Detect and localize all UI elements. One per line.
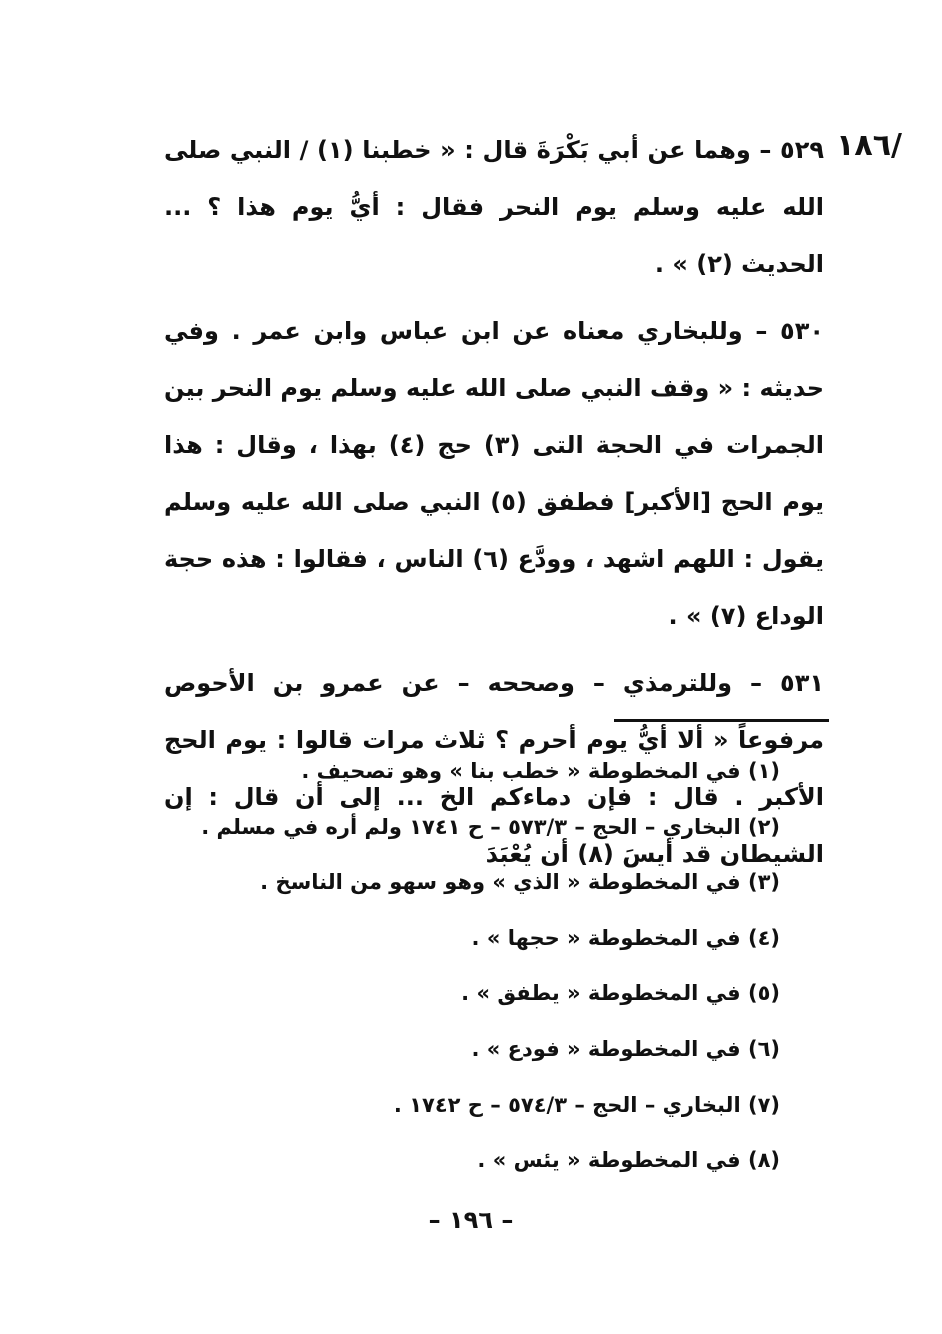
hadith-529: ٥٢٩ – وهما عن أبي بَكْرَةَ قال : « خطبنا (١) / النبي صلى الله عليه وسلم يوم النحر فقال : أيُّ يوم هذا ؟ ... الحديث (٢) » .	[164, 136, 824, 278]
footnote-divider	[614, 719, 829, 722]
footnote-2: (٢) البخاري – الحج – ٥٧٣/٣ – ح ١٧٤١ ولم أره في مسلم .	[201, 814, 780, 839]
footnote-3: (٣) في المخطوطة « الذي » وهو سهو من الناسخ .	[260, 870, 780, 895]
footnote-4: (٤) في المخطوطة « حجها » .	[471, 925, 780, 950]
page-number: – ١٩٦ –	[428, 1206, 514, 1234]
manuscript-folio-marker: /١٨٦	[836, 128, 902, 163]
footnote-6: (٦) في المخطوطة « فودع » .	[471, 1036, 780, 1061]
footnotes	[160, 748, 780, 1193]
hadith-530: ٥٣٠ – وللبخاري معناه عن ابن عباس وابن عمر . وفي حديثه : « وقف النبي صلى الله عليه وسلم يوم النحر بين الجمرات في الحجة التى (٣) حج (٤) بهذا ، وقال : هذا يوم الحج [الأكبر] فطفق (٥) النبي صلى الله عليه وسلم يقول : اللهم اشهد ، وودَّع (٦) الناس ، فقالوا : هذه حجة الوداع (٧) » .	[164, 317, 824, 630]
footnote-1: (١) في المخطوطة « خطب بنا » وهو تصحيف .	[301, 759, 780, 783]
hadith-531: ٥٣١ – وللترمذي – وصححه – عن عمرو بن الأحوص مرفوعاً « ألا أيُّ يوم أحرم ؟ ثلاث مرات قالوا : يوم الحج الأكبر . قال : فإن دماءكم الخ ... إلى أن قال : إن الشيطان قد أيسَ (٨) أن يُعْبَدَ	[164, 669, 824, 868]
footnote-7: (٧) البخاري – الحج – ٥٧٤/٣ – ح ١٧٤٢ .	[393, 1092, 780, 1117]
footnote-5: (٥) في المخطوطة « يطفق » .	[461, 981, 780, 1006]
footnote-8: (٨) في المخطوطة « يئس » .	[477, 1148, 780, 1173]
